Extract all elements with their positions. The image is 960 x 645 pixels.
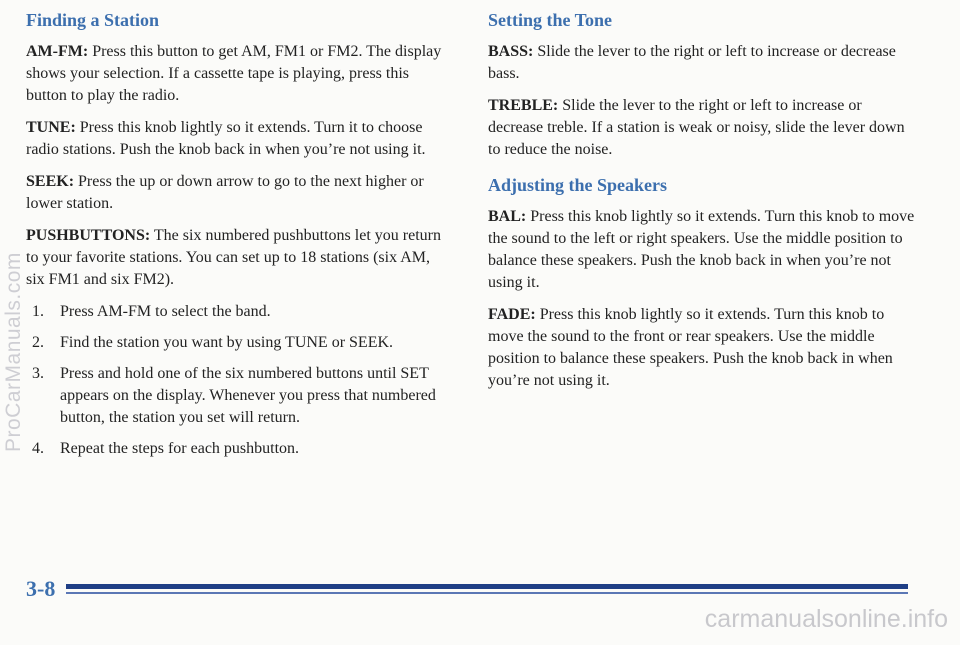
term-bal: BAL: xyxy=(488,208,527,225)
term-tune: TUNE: xyxy=(26,119,76,136)
text-treble: Slide the lever to the right or left to increase or decrease treble. If a station is weak or noisy, slide the lever down to reduce the noise. xyxy=(488,97,905,158)
page-number: 3-8 xyxy=(26,576,56,601)
step-item xyxy=(26,363,446,429)
step-item xyxy=(26,301,446,323)
step-number: 3. xyxy=(32,365,44,382)
bottom-watermark: carmanualsonline.info xyxy=(704,605,948,633)
text-seek: Press the up or down arrow to go to the next higher or lower station. xyxy=(26,173,424,212)
term-am-fm: AM-FM: xyxy=(26,43,89,60)
heading-setting-the-tone: Setting the Tone xyxy=(488,10,613,30)
step-text: Repeat the steps for each pushbutton. xyxy=(60,440,300,457)
term-seek: SEEK: xyxy=(26,173,75,190)
vertical-watermark: ProCarManuals.com xyxy=(2,252,25,452)
text-bass: Slide the lever to the right or left to increase or decrease bass. xyxy=(488,43,896,82)
para-seek xyxy=(26,171,446,215)
footer-rule xyxy=(66,584,908,589)
para-am-fm xyxy=(26,41,446,107)
text-fade: Press this knob lightly so it extends. Turn this knob to move the sound to the front or rear speakers. Use the middle position to balance these speakers. Push the knob back in when you’re not using it. xyxy=(488,306,893,389)
step-item xyxy=(26,438,446,460)
term-fade: FADE: xyxy=(488,306,536,323)
para-treble xyxy=(488,95,918,161)
step-number: 4. xyxy=(32,440,44,457)
para-pushbuttons xyxy=(26,225,446,291)
term-treble: TREBLE: xyxy=(488,97,559,114)
step-text: Find the station you want by using TUNE or SEEK. xyxy=(60,334,394,351)
term-bass: BASS: xyxy=(488,43,534,60)
para-bass xyxy=(488,41,918,85)
step-item xyxy=(26,332,446,354)
footer-rule-thin xyxy=(66,592,908,594)
heading-finding-a-station: Finding a Station xyxy=(26,10,160,30)
step-text: Press AM-FM to select the band. xyxy=(60,303,271,320)
para-fade xyxy=(488,304,918,392)
steps-list xyxy=(26,301,446,460)
para-bal xyxy=(488,206,918,294)
step-number: 2. xyxy=(32,334,44,351)
heading-adjusting-the-speakers: Adjusting the Speakers xyxy=(488,175,668,195)
right-column xyxy=(488,10,918,402)
step-text: Press and hold one of the six numbered buttons until SET appears on the display. Whenever you press that numbered button, the station you set will return. xyxy=(60,365,436,426)
text-tune: Press this knob lightly so it extends. Turn it to choose radio stations. Push the knob back in when you’re not using it. xyxy=(26,119,426,158)
text-am-fm: Press this button to get AM, FM1 or FM2. The display shows your selection. If a cassette tape is playing, press this button to play the radio. xyxy=(26,43,442,104)
left-column xyxy=(26,10,446,469)
text-pushbuttons: The six numbered pushbuttons let you return to your favorite stations. You can set up to 18 stations (six AM, six FM1 and six FM2). xyxy=(26,227,441,288)
text-bal: Press this knob lightly so it extends. Turn this knob to move the sound to the left or right speakers. Use the middle position to balance these speakers. Push the knob back in when you’re not using it. xyxy=(488,208,915,291)
para-tune xyxy=(26,117,446,161)
step-number: 1. xyxy=(32,303,44,320)
term-pushbuttons: PUSHBUTTONS: xyxy=(26,227,151,244)
